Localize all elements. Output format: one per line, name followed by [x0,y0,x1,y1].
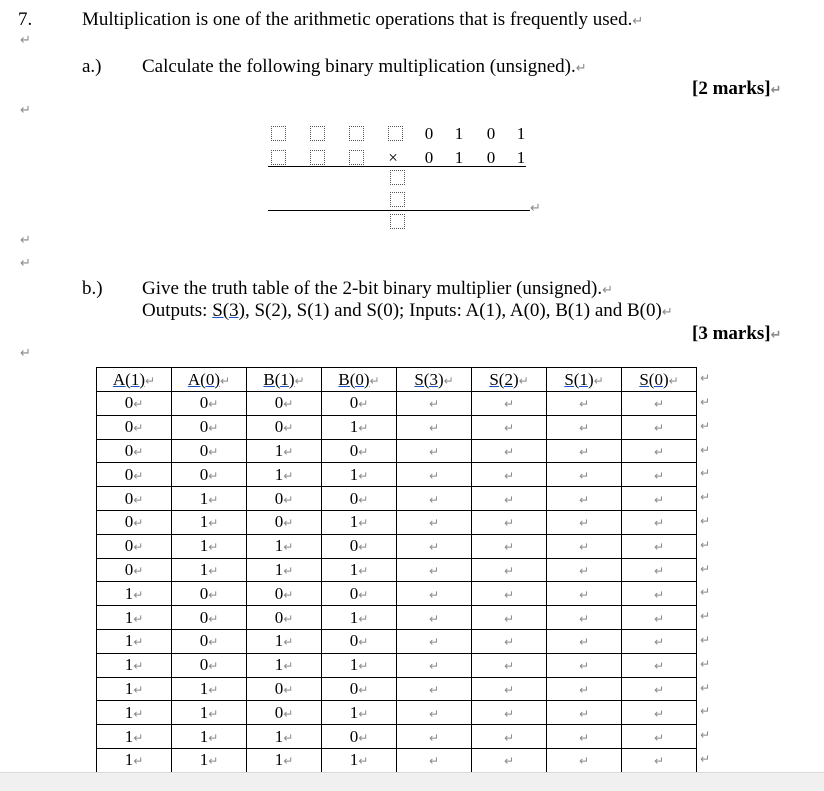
paragraph-mark: ↵ [20,33,31,48]
input-cell: 0↵ [247,701,322,725]
part-a-text: Calculate the following binary multiplication (unsigned).↵ [142,56,587,77]
input-cell: 0↵ [97,415,172,439]
output-cell[interactable]: ↵ [547,748,622,772]
part-b-label: b.) [82,278,103,299]
input-cell: 1↵ [247,558,322,582]
paragraph-mark: ↵ [20,256,31,271]
input-cell: 1↵ [172,558,247,582]
output-cell[interactable]: ↵ [622,701,697,725]
answer-box[interactable] [271,150,286,165]
output-cell[interactable]: ↵ [547,415,622,439]
input-cell: 1↵ [172,748,247,772]
input-cell: 0↵ [322,725,397,749]
column-header: A(1)↵ [97,368,172,392]
output-cell[interactable]: ↵ [472,487,547,511]
input-cell: 1↵ [172,725,247,749]
row-end-mark: ↵ [700,466,711,480]
output-cell[interactable]: ↵ [622,629,697,653]
answer-box[interactable] [271,126,286,141]
row-end-mark: ↵ [700,585,711,599]
row-end-mark: ↵ [700,681,711,695]
table-row [97,725,697,749]
input-cell: 1↵ [247,653,322,677]
output-cell[interactable]: ↵ [547,534,622,558]
result-divider [268,210,530,211]
input-cell: 1↵ [172,510,247,534]
table-row [97,392,697,416]
input-cell: 0↵ [172,415,247,439]
column-header: S(2)↵ [472,368,547,392]
output-cell[interactable]: ↵ [622,558,697,582]
input-cell: 0↵ [172,606,247,630]
output-cell[interactable]: ↵ [472,415,547,439]
input-cell: 1↵ [322,558,397,582]
output-cell[interactable]: ↵ [472,725,547,749]
output-cell[interactable]: ↵ [547,487,622,511]
input-cell: 0↵ [247,606,322,630]
input-cell: 0↵ [172,653,247,677]
output-cell[interactable]: ↵ [472,439,547,463]
output-cell[interactable]: ↵ [622,725,697,749]
input-cell: 1↵ [322,606,397,630]
input-cell: 1↵ [172,534,247,558]
input-cell: 1↵ [97,701,172,725]
part-b-io-text: Outputs: S(3), S(2), S(1) and S(0); Inputs: A(1), A(0), B(1) and B(0)↵ [142,300,673,321]
output-cell[interactable]: ↵ [547,725,622,749]
output-cell[interactable]: ↵ [547,653,622,677]
output-cell[interactable]: ↵ [622,677,697,701]
input-cell: 1↵ [97,677,172,701]
table-row [97,558,697,582]
part-a-marks: [2 marks]↵ [692,78,782,99]
output-cell[interactable]: ↵ [472,582,547,606]
row-end-mark: ↵ [700,562,711,576]
input-cell: 0↵ [172,392,247,416]
input-cell: 1↵ [322,510,397,534]
row-end-mark: ↵ [700,704,711,718]
output-cell[interactable]: ↵ [397,439,472,463]
input-cell: 1↵ [172,701,247,725]
output-cell[interactable]: ↵ [622,510,697,534]
answer-box[interactable] [310,150,325,165]
table-row [97,510,697,534]
row-end-mark: ↵ [700,657,711,671]
table-row [97,748,697,772]
input-cell: 1↵ [172,677,247,701]
table-row [97,677,697,701]
paragraph-mark: ↵ [20,346,31,361]
answer-box[interactable] [388,126,403,141]
input-cell: 0↵ [247,415,322,439]
input-cell: 0↵ [322,392,397,416]
output-cell[interactable]: ↵ [622,415,697,439]
multiplicand-digit: 0 [486,124,496,143]
input-cell: 0↵ [172,629,247,653]
input-cell: 1↵ [97,725,172,749]
answer-box[interactable] [310,126,325,141]
input-cell: 1↵ [247,629,322,653]
input-cell: 0↵ [322,629,397,653]
input-cell: 1↵ [97,606,172,630]
table-row [97,415,697,439]
output-cell[interactable]: ↵ [397,748,472,772]
input-cell: 0↵ [322,534,397,558]
question-number: 7. [18,9,33,30]
row-end-mark: ↵ [700,609,711,623]
column-header: S(1)↵ [547,368,622,392]
output-cell[interactable]: ↵ [397,677,472,701]
part-b-marks: [3 marks]↵ [692,323,782,344]
input-cell: 1↵ [172,487,247,511]
output-cell[interactable]: ↵ [472,677,547,701]
input-cell: 1↵ [247,463,322,487]
output-cell[interactable]: ↵ [397,463,472,487]
table-row [97,653,697,677]
input-cell: 0↵ [97,534,172,558]
status-bar [0,772,824,791]
answer-box[interactable] [349,126,364,141]
input-cell: 0↵ [247,487,322,511]
output-cell[interactable]: ↵ [547,677,622,701]
output-cell[interactable]: ↵ [397,510,472,534]
output-cell[interactable]: ↵ [472,653,547,677]
paragraph-mark: ↵ [20,233,31,248]
output-cell[interactable]: ↵ [547,558,622,582]
paragraph-mark: ↵ [530,201,541,216]
output-cell[interactable]: ↵ [622,582,697,606]
input-cell: 0↵ [97,439,172,463]
output-cell[interactable]: ↵ [472,392,547,416]
table-row [97,606,697,630]
table-row [97,582,697,606]
table-row [97,629,697,653]
underline-divider [268,166,526,167]
output-cell[interactable]: ↵ [472,534,547,558]
output-cell[interactable]: ↵ [622,653,697,677]
input-cell: 1↵ [97,629,172,653]
multiplier-digit: 0 [424,148,434,167]
row-end-mark: ↵ [700,395,711,409]
multiplier-digit: 0 [486,148,496,167]
input-cell: 0↵ [247,677,322,701]
input-cell: 1↵ [247,534,322,558]
table-row [97,439,697,463]
output-cell[interactable]: ↵ [547,439,622,463]
input-cell: 0↵ [322,677,397,701]
output-cell[interactable]: ↵ [622,606,697,630]
output-cell[interactable]: ↵ [622,392,697,416]
row-end-mark: ↵ [700,490,711,504]
row-end-mark: ↵ [700,752,711,766]
paragraph-mark: ↵ [20,103,31,118]
output-cell[interactable]: ↵ [547,582,622,606]
input-cell: 0↵ [97,510,172,534]
output-cell[interactable]: ↵ [472,748,547,772]
input-cell: 0↵ [172,582,247,606]
answer-box[interactable] [390,192,405,207]
output-cell[interactable]: ↵ [622,534,697,558]
input-cell: 0↵ [247,510,322,534]
input-cell: 1↵ [247,725,322,749]
output-cell[interactable]: ↵ [622,487,697,511]
multiplier-digit: 1 [516,148,526,167]
column-header: B(1)↵ [247,368,322,392]
output-cell[interactable]: ↵ [397,701,472,725]
output-cell[interactable]: ↵ [397,392,472,416]
output-cell[interactable]: ↵ [397,415,472,439]
part-b-text: Give the truth table of the 2-bit binary multiplier (unsigned).↵ [142,278,614,299]
multiplicand-digit: 1 [516,124,526,143]
output-cell[interactable]: ↵ [472,463,547,487]
output-cell[interactable]: ↵ [472,510,547,534]
input-cell: 0↵ [97,392,172,416]
multiplier-digit: 1 [454,148,464,167]
part-a-label: a.) [82,56,102,77]
input-cell: 0↵ [172,439,247,463]
output-cell[interactable]: ↵ [397,653,472,677]
truth-table [96,367,697,773]
output-cell[interactable]: ↵ [622,439,697,463]
input-cell: 0↵ [97,463,172,487]
table-row [97,487,697,511]
input-cell: 1↵ [97,653,172,677]
table-row [97,463,697,487]
row-end-mark: ↵ [700,728,711,742]
input-cell: 1↵ [322,653,397,677]
row-end-mark: ↵ [700,419,711,433]
input-cell: 1↵ [322,463,397,487]
input-cell: 1↵ [247,748,322,772]
row-end-mark: ↵ [700,371,711,385]
table-header-row [97,368,697,392]
input-cell: 0↵ [247,582,322,606]
answer-box[interactable] [390,170,405,185]
input-cell: 1↵ [97,582,172,606]
output-cell[interactable]: ↵ [547,701,622,725]
output-cell[interactable]: ↵ [547,629,622,653]
input-cell: 0↵ [97,558,172,582]
output-cell[interactable]: ↵ [472,606,547,630]
input-cell: 0↵ [97,487,172,511]
answer-box[interactable] [349,150,364,165]
row-end-mark: ↵ [700,538,711,552]
answer-box[interactable] [390,214,405,229]
output-cell[interactable]: ↵ [397,487,472,511]
row-end-mark: ↵ [700,633,711,647]
column-header: S(0)↵ [622,368,697,392]
input-cell: 1↵ [322,701,397,725]
input-cell: 0↵ [322,582,397,606]
row-end-mark: ↵ [700,443,711,457]
output-cell[interactable]: ↵ [547,510,622,534]
question-intro: Multiplication is one of the arithmetic operations that is frequently used.↵ [82,9,644,30]
input-cell: 1↵ [322,748,397,772]
multiplicand-digit: 0 [424,124,434,143]
output-cell[interactable]: ↵ [547,392,622,416]
output-cell[interactable]: ↵ [472,629,547,653]
output-cell[interactable]: ↵ [397,582,472,606]
input-cell: 1↵ [247,439,322,463]
output-cell[interactable]: ↵ [472,558,547,582]
input-cell: 1↵ [322,415,397,439]
output-cell[interactable]: ↵ [397,725,472,749]
output-cell[interactable]: ↵ [547,606,622,630]
input-cell: 0↵ [247,392,322,416]
multiplicand-digit: 1 [454,124,464,143]
multiply-operator: × [388,148,398,167]
output-cell[interactable]: ↵ [547,463,622,487]
output-cell[interactable]: ↵ [397,606,472,630]
table-row [97,701,697,725]
table-row [97,534,697,558]
output-cell[interactable]: ↵ [472,701,547,725]
output-cell[interactable]: ↵ [622,748,697,772]
output-cell[interactable]: ↵ [397,558,472,582]
column-header: A(0)↵ [172,368,247,392]
output-cell[interactable]: ↵ [397,629,472,653]
input-cell: 0↵ [322,487,397,511]
column-header: B(0)↵ [322,368,397,392]
column-header: S(3)↵ [397,368,472,392]
input-cell: 1↵ [97,748,172,772]
row-end-mark: ↵ [700,514,711,528]
input-cell: 0↵ [322,439,397,463]
input-cell: 0↵ [172,463,247,487]
output-cell[interactable]: ↵ [397,534,472,558]
output-cell[interactable]: ↵ [622,463,697,487]
